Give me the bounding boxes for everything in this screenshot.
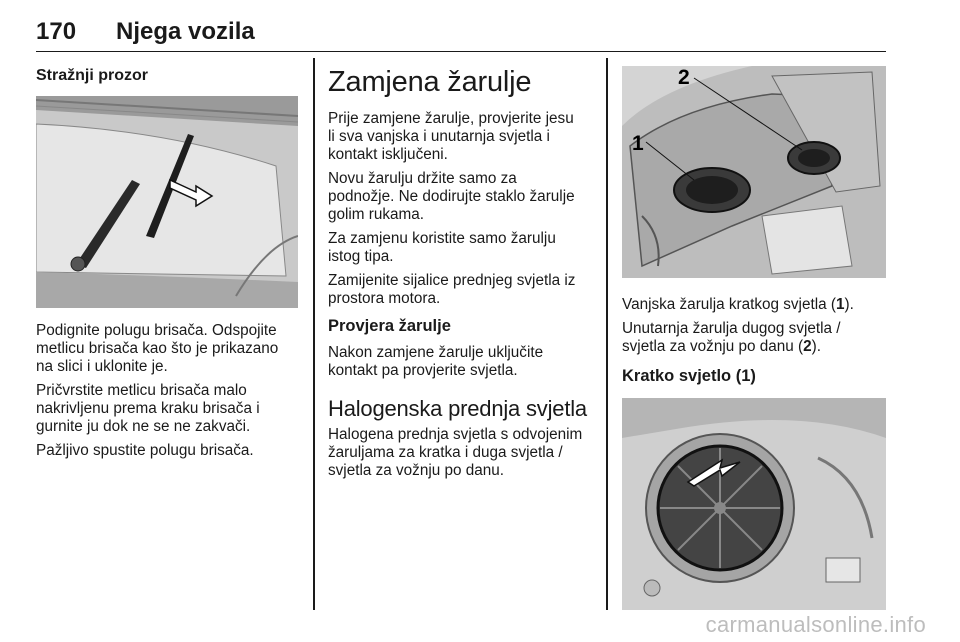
low-beam-cover-illustration (622, 398, 886, 610)
column-divider-2 (606, 58, 608, 610)
headlight-bulbs-illustration (622, 66, 886, 278)
high-beam-caption-number: 2 (803, 338, 812, 355)
bulb-paragraph-2: Novu žarulju držite samo za podnožje. Ne dodirujte staklo žarulje golim rukama. (328, 170, 575, 223)
low-beam-heading: Kratko svjetlo (1) (622, 367, 756, 385)
column-headlight (622, 66, 886, 610)
high-beam-caption-text: Unutarnja žarulja dugog svjetla / svjetla za vožnju po danu ( (622, 320, 841, 355)
bulb-paragraph-4: Zamijenite sijalice prednjeg svjetla iz prostora motora. (328, 272, 576, 307)
low-beam-caption-number: 1 (835, 296, 845, 313)
halogen-paragraph: Halogena prednja svjetla s odvojenim žaruljama za kratka i duga svjetla / svjetla za vožnju po danu. (328, 426, 583, 479)
high-beam-caption-end: ). (811, 338, 821, 355)
section-title: Njega vozila (116, 18, 255, 45)
high-beam-caption (622, 320, 886, 356)
page-number: 170 (36, 18, 77, 45)
halogen-headlights-heading: Halogenska prednja svjetla (328, 396, 587, 421)
column-rear-window (36, 66, 298, 466)
rear-wiper-drawing (36, 96, 298, 308)
page-header (36, 10, 886, 52)
low-beam-caption (622, 296, 886, 314)
headlight-bulbs-drawing (622, 66, 886, 278)
low-beam-caption-end: ). (844, 296, 854, 313)
bulb-check-heading: Provjera žarulje (328, 317, 451, 335)
column-divider-1 (313, 58, 315, 610)
rear-wiper-illustration (36, 96, 298, 308)
rear-window-paragraph-3: Pažljivo spustite polugu brisača. (36, 442, 254, 459)
rear-window-heading: Stražnji prozor (36, 67, 149, 84)
rear-window-paragraph-2: Pričvrstite metlicu brisača malo nakrivljenu prema kraku brisača i gurnite ju dok ne se ne zakvači. (36, 382, 260, 435)
watermark: carmanualsonline.info (705, 612, 926, 637)
low-beam-caption-text: Vanjska žarulja kratkog svjetla ( (622, 296, 836, 313)
bulb-check-paragraph: Nakon zamjene žarulje uključite kontakt pa provjerite svjetla. (328, 344, 544, 379)
low-beam-cover-drawing (622, 398, 886, 610)
bulb-paragraph-3: Za zamjenu koristite samo žarulju istog tipa. (328, 230, 556, 265)
rear-window-paragraph-1: Podignite polugu brisača. Odspojite metlicu brisača kao što je prikazano na slici i uklonite je. (36, 322, 279, 375)
bulb-replacement-title: Zamjena žarulje (328, 66, 532, 98)
callout-2: 2 (678, 66, 690, 89)
column-bulb-replacement (328, 66, 596, 486)
callout-1: 1 (632, 132, 644, 155)
bulb-paragraph-1: Prije zamjene žarulje, provjerite jesu li sva vanjska i unutarnja svjetla i kontakt isključeni. (328, 110, 574, 163)
